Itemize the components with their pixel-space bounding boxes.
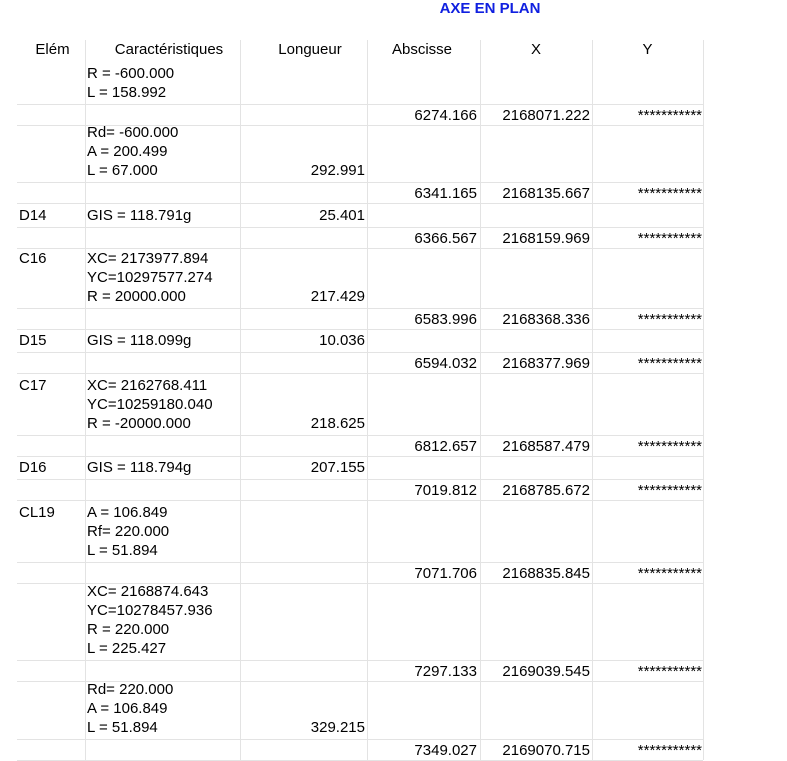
row-separator <box>17 479 703 480</box>
table-row-y: *********** <box>637 438 702 455</box>
table-row-x: 2168587.479 <box>502 438 590 455</box>
table-row-characteristic: XC= 2168874.643 <box>87 583 209 600</box>
table-row-y: *********** <box>637 230 702 247</box>
table-row-characteristic: A = 106.849 <box>87 700 168 717</box>
table-row-elem: C17 <box>19 377 47 394</box>
table-row-y: *********** <box>637 311 702 328</box>
table-row-characteristic: YC=10278457.936 <box>87 602 213 619</box>
table-row-elem <box>19 680 79 699</box>
table-row-y: *********** <box>637 185 702 202</box>
table-row-x: 2169070.715 <box>502 742 590 759</box>
table-row-elem: C16 <box>19 250 47 267</box>
table-row-characteristic: R = -600.000 <box>87 65 175 82</box>
header-elem: Elém <box>35 41 70 58</box>
table-row-longueur: 292.991 <box>310 162 365 179</box>
table-row-characteristic: A = 106.849 <box>87 504 168 521</box>
table-row-characteristic: L = 67.000 <box>87 162 158 179</box>
table-row-y: *********** <box>637 482 702 499</box>
row-separator <box>17 435 703 436</box>
table-row-abscisse: 6583.996 <box>414 311 477 328</box>
table-row-abscisse: 6594.032 <box>414 355 477 372</box>
table-row-characteristic: XC= 2173977.894 <box>87 250 209 267</box>
table-row-elem <box>19 582 79 601</box>
table-row-elem <box>19 123 79 142</box>
table-row-longueur: 10.036 <box>319 332 365 349</box>
row-separator <box>17 500 703 501</box>
table-row-characteristic: GIS = 118.099g <box>87 332 192 349</box>
row-separator <box>17 660 703 661</box>
row-separator <box>17 104 703 105</box>
row-separator <box>17 373 703 374</box>
table-row-characteristic: L = 51.894 <box>87 542 158 559</box>
row-separator <box>17 456 703 457</box>
table-row-abscisse: 7349.027 <box>414 742 477 759</box>
table-row-characteristic: XC= 2162768.411 <box>87 377 208 394</box>
row-separator <box>17 203 703 204</box>
table-row-x: 2169039.545 <box>502 663 590 680</box>
table-row-characteristic: GIS = 118.791g <box>87 207 192 224</box>
table-row-longueur <box>240 639 365 658</box>
table-row-x: 2168135.667 <box>502 185 590 202</box>
table-row-characteristic: YC=10259180.040 <box>87 396 213 413</box>
page-title: AXE EN PLAN <box>439 0 541 17</box>
row-separator <box>17 352 703 353</box>
table-row-abscisse: 6812.657 <box>414 438 477 455</box>
table-row-x: 2168785.672 <box>502 482 590 499</box>
table-row-longueur <box>240 83 365 102</box>
table-row-y: *********** <box>637 742 702 759</box>
column-divider <box>85 40 86 760</box>
table-row-characteristic: R = 20000.000 <box>87 288 186 305</box>
table-row-abscisse: 7071.706 <box>414 565 477 582</box>
table-row-elem: D14 <box>19 207 47 224</box>
header-y: Y <box>642 41 653 58</box>
row-separator <box>17 329 703 330</box>
header-caracteristiques: Caractéristiques <box>114 41 224 58</box>
row-separator <box>17 739 703 740</box>
row-separator <box>17 182 703 183</box>
column-divider <box>367 40 368 760</box>
table-row-characteristic: L = 225.427 <box>87 640 167 657</box>
table-row-characteristic: GIS = 118.794g <box>87 459 192 476</box>
column-divider <box>480 40 481 760</box>
table-row-characteristic: Rd= 220.000 <box>87 681 174 698</box>
table-row-x: 2168368.336 <box>502 311 590 328</box>
table-row-x: 2168071.222 <box>502 107 590 124</box>
table-row-longueur <box>240 541 365 560</box>
row-separator <box>17 308 703 309</box>
header-longueur: Longueur <box>278 41 342 58</box>
table-row-y: *********** <box>637 355 702 372</box>
column-divider <box>592 40 593 760</box>
table-row-characteristic: R = 220.000 <box>87 621 170 638</box>
table-row-longueur: 218.625 <box>310 415 365 432</box>
table-row-longueur: 25.401 <box>319 207 365 224</box>
table-row-elem <box>19 64 79 83</box>
table-row-x: 2168377.969 <box>502 355 590 372</box>
table-row-y: *********** <box>637 663 702 680</box>
table-row-characteristic: A = 200.499 <box>87 143 168 160</box>
table-row-characteristic: Rd= -600.000 <box>87 124 179 141</box>
table-row-characteristic: R = -20000.000 <box>87 415 191 432</box>
table-row-longueur: 329.215 <box>310 719 365 736</box>
table-row-y: *********** <box>637 107 702 124</box>
row-separator <box>17 562 703 563</box>
table-row-characteristic: Rf= 220.000 <box>87 523 170 540</box>
header-abscisse: Abscisse <box>391 41 453 58</box>
table-row-abscisse: 6274.166 <box>414 107 477 124</box>
table-row-longueur: 207.155 <box>310 459 365 476</box>
table-row-elem: CL19 <box>19 504 55 521</box>
table-row-x: 2168835.845 <box>502 565 590 582</box>
table-row-abscisse: 7019.812 <box>414 482 477 499</box>
table-row-characteristic: YC=10297577.274 <box>87 269 213 286</box>
table-row-abscisse: 6341.165 <box>414 185 477 202</box>
table-row-longueur: 217.429 <box>310 288 365 305</box>
column-divider <box>703 40 704 760</box>
table-row-abscisse: 6366.567 <box>414 230 477 247</box>
table-row-characteristic: L = 51.894 <box>87 719 158 736</box>
row-separator <box>17 227 703 228</box>
table-row-abscisse: 7297.133 <box>414 663 477 680</box>
header-x: X <box>530 41 541 58</box>
table-row-x: 2168159.969 <box>502 230 590 247</box>
table-row-characteristic: L = 158.992 <box>87 84 167 101</box>
table-row-elem: D16 <box>19 459 47 476</box>
table-row-elem: D15 <box>19 332 47 349</box>
table-row-y: *********** <box>637 565 702 582</box>
